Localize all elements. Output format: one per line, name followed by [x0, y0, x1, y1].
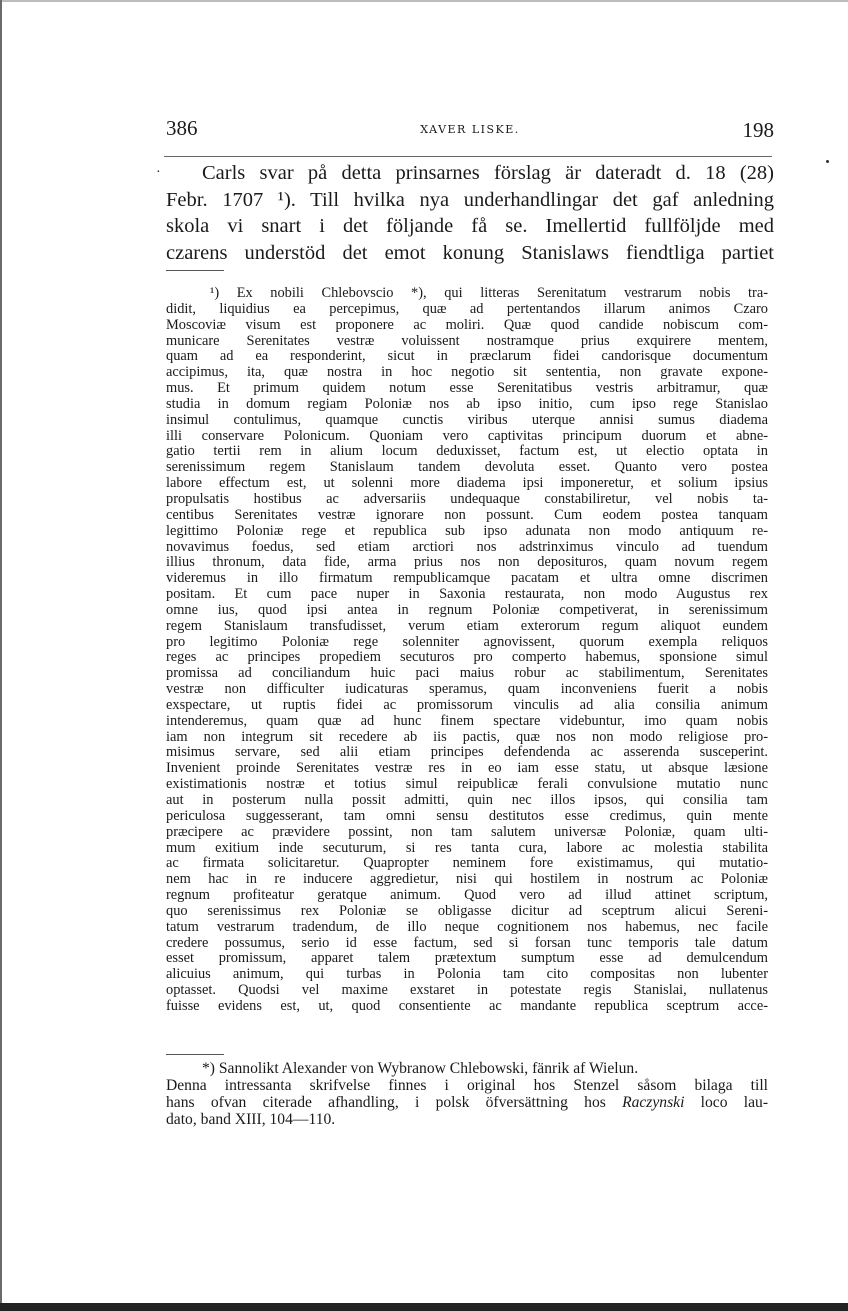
footnote-line: accipimus, ita, quæ nostra in hoc negotio sit sententia, non gravate expone-: [166, 364, 768, 381]
author-name-italic: Raczynski: [622, 1094, 685, 1111]
footnote-line: nem hac in re inducere aggredietur, nisi qui hostilem in nostrum ac Poloniæ: [166, 871, 768, 888]
subnote-line: Denna intressanta skrifvelse finnes i original hos Stenzel såsom bilaga till: [166, 1077, 768, 1094]
scan-speck: [826, 160, 829, 163]
footnote-line: exspectare, ut ruptis fidei ac promissorum vinculis ad alia consilia animum: [166, 696, 768, 713]
footnote-line: esset promissum, apparet talem prætextum sumptum esse ad demulcendum: [166, 950, 768, 967]
footnote-line: tatum vestrarum tradendum, de illo neque cognitionem nos habemus, nec facile: [166, 918, 768, 935]
footnote-line: serenissimum regem Stanislaum tandem devoluta esset. Quanto vero postea: [166, 459, 768, 476]
header-rule: [164, 156, 772, 157]
footnote-line: regem Stanislaum transfudisset, verum etiam exterorum regum aliquot eundem: [166, 617, 768, 634]
page-header: [166, 116, 774, 144]
footnote-line: præcipere ac prævidere possint, non tam salutem universæ Poloniæ, quam ulti-: [166, 823, 768, 840]
subnote-text: hans ofvan citerade afhandling, i polsk öfversättning hos: [166, 1094, 623, 1111]
footnote-line: existimationis nostræ et totius simul reipublicæ ferali convulsione mutatio nunc: [166, 776, 768, 793]
footnote-line: misimus servare, sed alii etiam principes defendenda ac asserenda susceperint.: [166, 744, 768, 761]
footnote-line: Moscoviæ visum est proponere ac moliri. Quæ quod candide nobiscum com-: [166, 316, 768, 333]
footnote-line: propulsatis hostibus ac adversariis undequaque constabiliretur, vel nobis ta-: [166, 490, 768, 507]
subnote-line: dato, band XIII, 104—110.: [166, 1111, 336, 1128]
footnote-line: vestræ non difficulter iudicaturas speramus, quam inconveniens fuerit a nobis: [166, 681, 768, 698]
footnote-line: illi conservare Polonicum. Quoniam vero captivitas principum duorum et abne-: [166, 427, 768, 444]
body-paragraph: [156, 160, 774, 266]
footnote-line: mum exitium inde secuturum, si res tanta cura, labore ac molestia stabilita: [166, 839, 768, 856]
footnote-line: Invenient proinde Serenitates vestræ res in eo iam esse statu, ut absque læsione: [166, 760, 768, 777]
footnote-line: ac firmata solicitaretur. Quapropter neminem fore existimamus, qui mutatio-: [166, 855, 768, 872]
subnote-text: loco lau-: [684, 1094, 769, 1111]
footnote-line: alicuius animum, qui turbas in Polonia tam cito compositas non lubenter: [166, 966, 768, 983]
footnote-line: didit, liquidius ea percepimus, quæ ad pertentandos illarum animos Czaro: [166, 300, 768, 317]
footnote-line: legittimo Poloniæ rege et republica sub ipso adunata non modo antiquum re-: [166, 522, 768, 539]
footnote-line: credere possumus, serio id esse factum, sed si forsan tunc temporis tale datum: [166, 934, 768, 951]
footnote-line: municare Serenitates vestræ voluissent nostramque prius exquirere mentem,: [166, 332, 768, 349]
footnote-line: fuisse evidens est, ut, quod consentiente ac mandante republica sceptrum acce-: [166, 997, 768, 1014]
footnote-line: promissa ad conciliandum huic paci maius robur ac stabilimentum, Serenitates: [166, 665, 768, 682]
footnote-line: reges ac principes propediem secuturos pro comperto habemus, sponsione simul: [166, 649, 768, 666]
subnote-line: *) Sannolikt Alexander von Wybranow Chlebowski, fänrik af Wielun.: [202, 1060, 639, 1077]
footnote-line: quo serenissimus rex Poloniæ se obligasse dicitur ad sceptrum alicui Sereni-: [166, 902, 768, 919]
subnote: [166, 1060, 768, 1128]
footnote-line: ¹) Ex nobili Chlebovscio *), qui litteras Serenitatum vestrarum nobis tra-: [210, 285, 768, 301]
footnote-line: labore effectum est, ut solenni more diadema ipsi imponeretur, et solium ipsius: [166, 475, 768, 492]
footnote-line: illius thronum, data fide, arma prius nos non deposituros, quam novum regem: [166, 554, 768, 571]
footnote-line: quam ad ea responderint, sicut in præclarum fidei candorisque documentum: [166, 348, 768, 365]
footnote-line: gatio tertii rem in alium locum deduxisset, factum est, ut electio optata in: [166, 443, 768, 460]
body-line: skola vi snart i det följande få se. Imellertid fullföljde med: [166, 215, 774, 237]
footnote-line: centibus Serenitates vestræ ignorare non possunt. Cum eodem postea tanquam: [166, 506, 768, 523]
footnote-line: positam. Et cum pace nuper in Saxonia restaurata, non modo Augustus rex: [166, 586, 768, 603]
body-line: Febr. 1707 ¹). Till hvilka nya underhandlingar det gaf anledning: [166, 188, 774, 211]
page-left-border: [0, 0, 2, 1311]
footnote-line: omne ius, quod ipsi antea in regnum Poloniæ competiverat, in serenissimum: [166, 601, 768, 618]
subnote-line: [166, 1094, 768, 1111]
footnote-line: mus. Et primum quidem notum esse Serenitatibus vestris arbitramur, quæ: [166, 380, 768, 397]
margin-mark: ·: [156, 165, 161, 180]
footnote-line: pro legitimo Poloniæ rege solenniter agnovissent, quorum exempla reliquos: [166, 633, 768, 650]
body-line: czarens understöd det emot konung Stanislaws fiendtliga partiet: [166, 241, 774, 264]
footnote-line: videremus in illo firmatum rempublicamque pacatam et ultra omne discrimen: [166, 570, 768, 587]
footnote-line: aut in posterum nulla possit admitti, quin nec illos ipsos, qui consilia tam: [166, 792, 768, 808]
page-bottom-border: [0, 1303, 848, 1311]
footnote-line: studia in domum regiam Poloniæ nos ab ipso initio, cum ipso rege Stanislao: [166, 395, 768, 412]
running-title: XAVER LISKE.: [420, 123, 520, 136]
page-number: 386: [166, 116, 198, 140]
footnote-latin-letter: [166, 286, 768, 1015]
footnote-line: regnum profiteatur geratque animum. Quod vero ad illud attinet scriptum,: [166, 887, 768, 904]
section-number: 198: [742, 118, 774, 142]
footnote-rule: [166, 270, 224, 271]
footnote-line: intenderemus, quam quæ ad hunc finem spectare videbuntur, imo quam nobis: [166, 712, 768, 729]
footnote-line: periculosa suggesserant, tam omni sensu destitutos esse credimus, quin mente: [166, 807, 768, 824]
page-top-border: [0, 0, 848, 2]
footnote-line: optasset. Quodsi vel maxime exstaret in potestate regis Stanislai, nullatenus: [166, 982, 768, 999]
footnote-line: iam non integrum sit recedere ab iis pactis, quæ nos non modo religiose pro-: [166, 728, 768, 745]
body-line: Carls svar på detta prinsarnes förslag är dateradt d. 18 (28): [202, 162, 774, 184]
subnote-rule: [166, 1054, 224, 1055]
footnote-line: novavimus foedus, sed etiam arctiori nos adstrinximus vinculo ad tuendum: [166, 538, 768, 555]
footnote-line: insimul contulimus, quamque cunctis viribus uterque annisi sumus diadema: [166, 411, 768, 428]
